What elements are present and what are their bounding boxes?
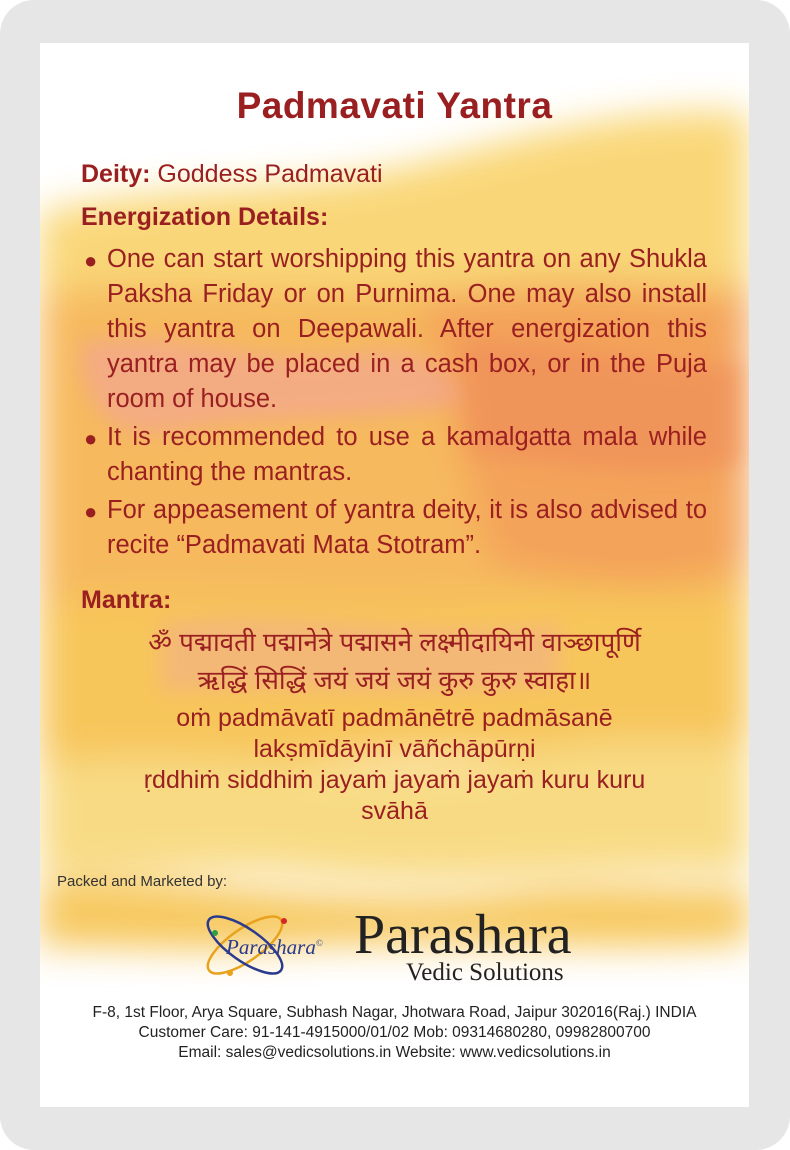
list-item: ● For appeasement of yantra deity, it is also advised to recite “Padmavati Mata Stotram”. <box>84 496 707 559</box>
packed-by-label: Packed and Marketed by: <box>57 873 228 890</box>
bullet-icon: ● <box>84 248 98 273</box>
brand-name: Parashara <box>354 904 572 966</box>
deity-label: Deity: <box>81 160 151 188</box>
mantra-transliteration: oṁ padmāvatī padmānētrē padmāsanē lakṣmīdāyinī vāñchāpūrṇi ṛddhiṁ siddhiṁ jayaṁ jayaṁ jayaṁ kuru kuru svāhā <box>143 704 646 825</box>
page-title: Padmavati Yantra <box>236 85 553 126</box>
contact-address: F-8, 1st Floor, Arya Square, Subhash Nagar, Jhotwara Road, Jaipur 302016(Raj.) INDIA Customer Care: 91-141-4915000/01/02 Mob: 09314680280, 09982800700 Email: sales@vedicsolutions.in Website: www.vedicsolutions.in <box>92 1004 697 1061</box>
brand-block <box>354 904 664 986</box>
parashara-logo <box>200 903 330 983</box>
brand-tagline: Vedic Solutions <box>406 959 564 986</box>
mantra-devanagari: ॐ पद्मावती पद्मानेत्रे पद्मासने लक्ष्मीदायिनी वाञ्छापूर्णि ऋद्धिं सिद्धिं जयं जयं जयं कुरु कुरु स्वाहा॥ <box>148 627 641 695</box>
energization-heading: Energization Details: <box>81 203 329 231</box>
list-item: ● One can start worshipping this yantra on any Shukla Paksha Friday or on Purnima. One may also install this yantra on Deepawali. After energization this yantra may be placed in a cash box, or in the Puja room of house. <box>84 245 707 413</box>
logo-text: Parashara <box>226 935 316 959</box>
product-card <box>40 43 749 1107</box>
copyright-mark: © <box>315 938 323 948</box>
list-item: ● It is recommended to use a kamalgatta mala while chanting the mantras. <box>84 423 707 486</box>
mantra-heading: Mantra: <box>81 586 172 614</box>
bullet-icon: ● <box>84 426 98 451</box>
deity-value: Goddess Padmavati <box>157 160 383 188</box>
energization-list <box>82 242 707 566</box>
deity-line <box>81 160 383 189</box>
bullet-icon: ● <box>84 499 98 524</box>
